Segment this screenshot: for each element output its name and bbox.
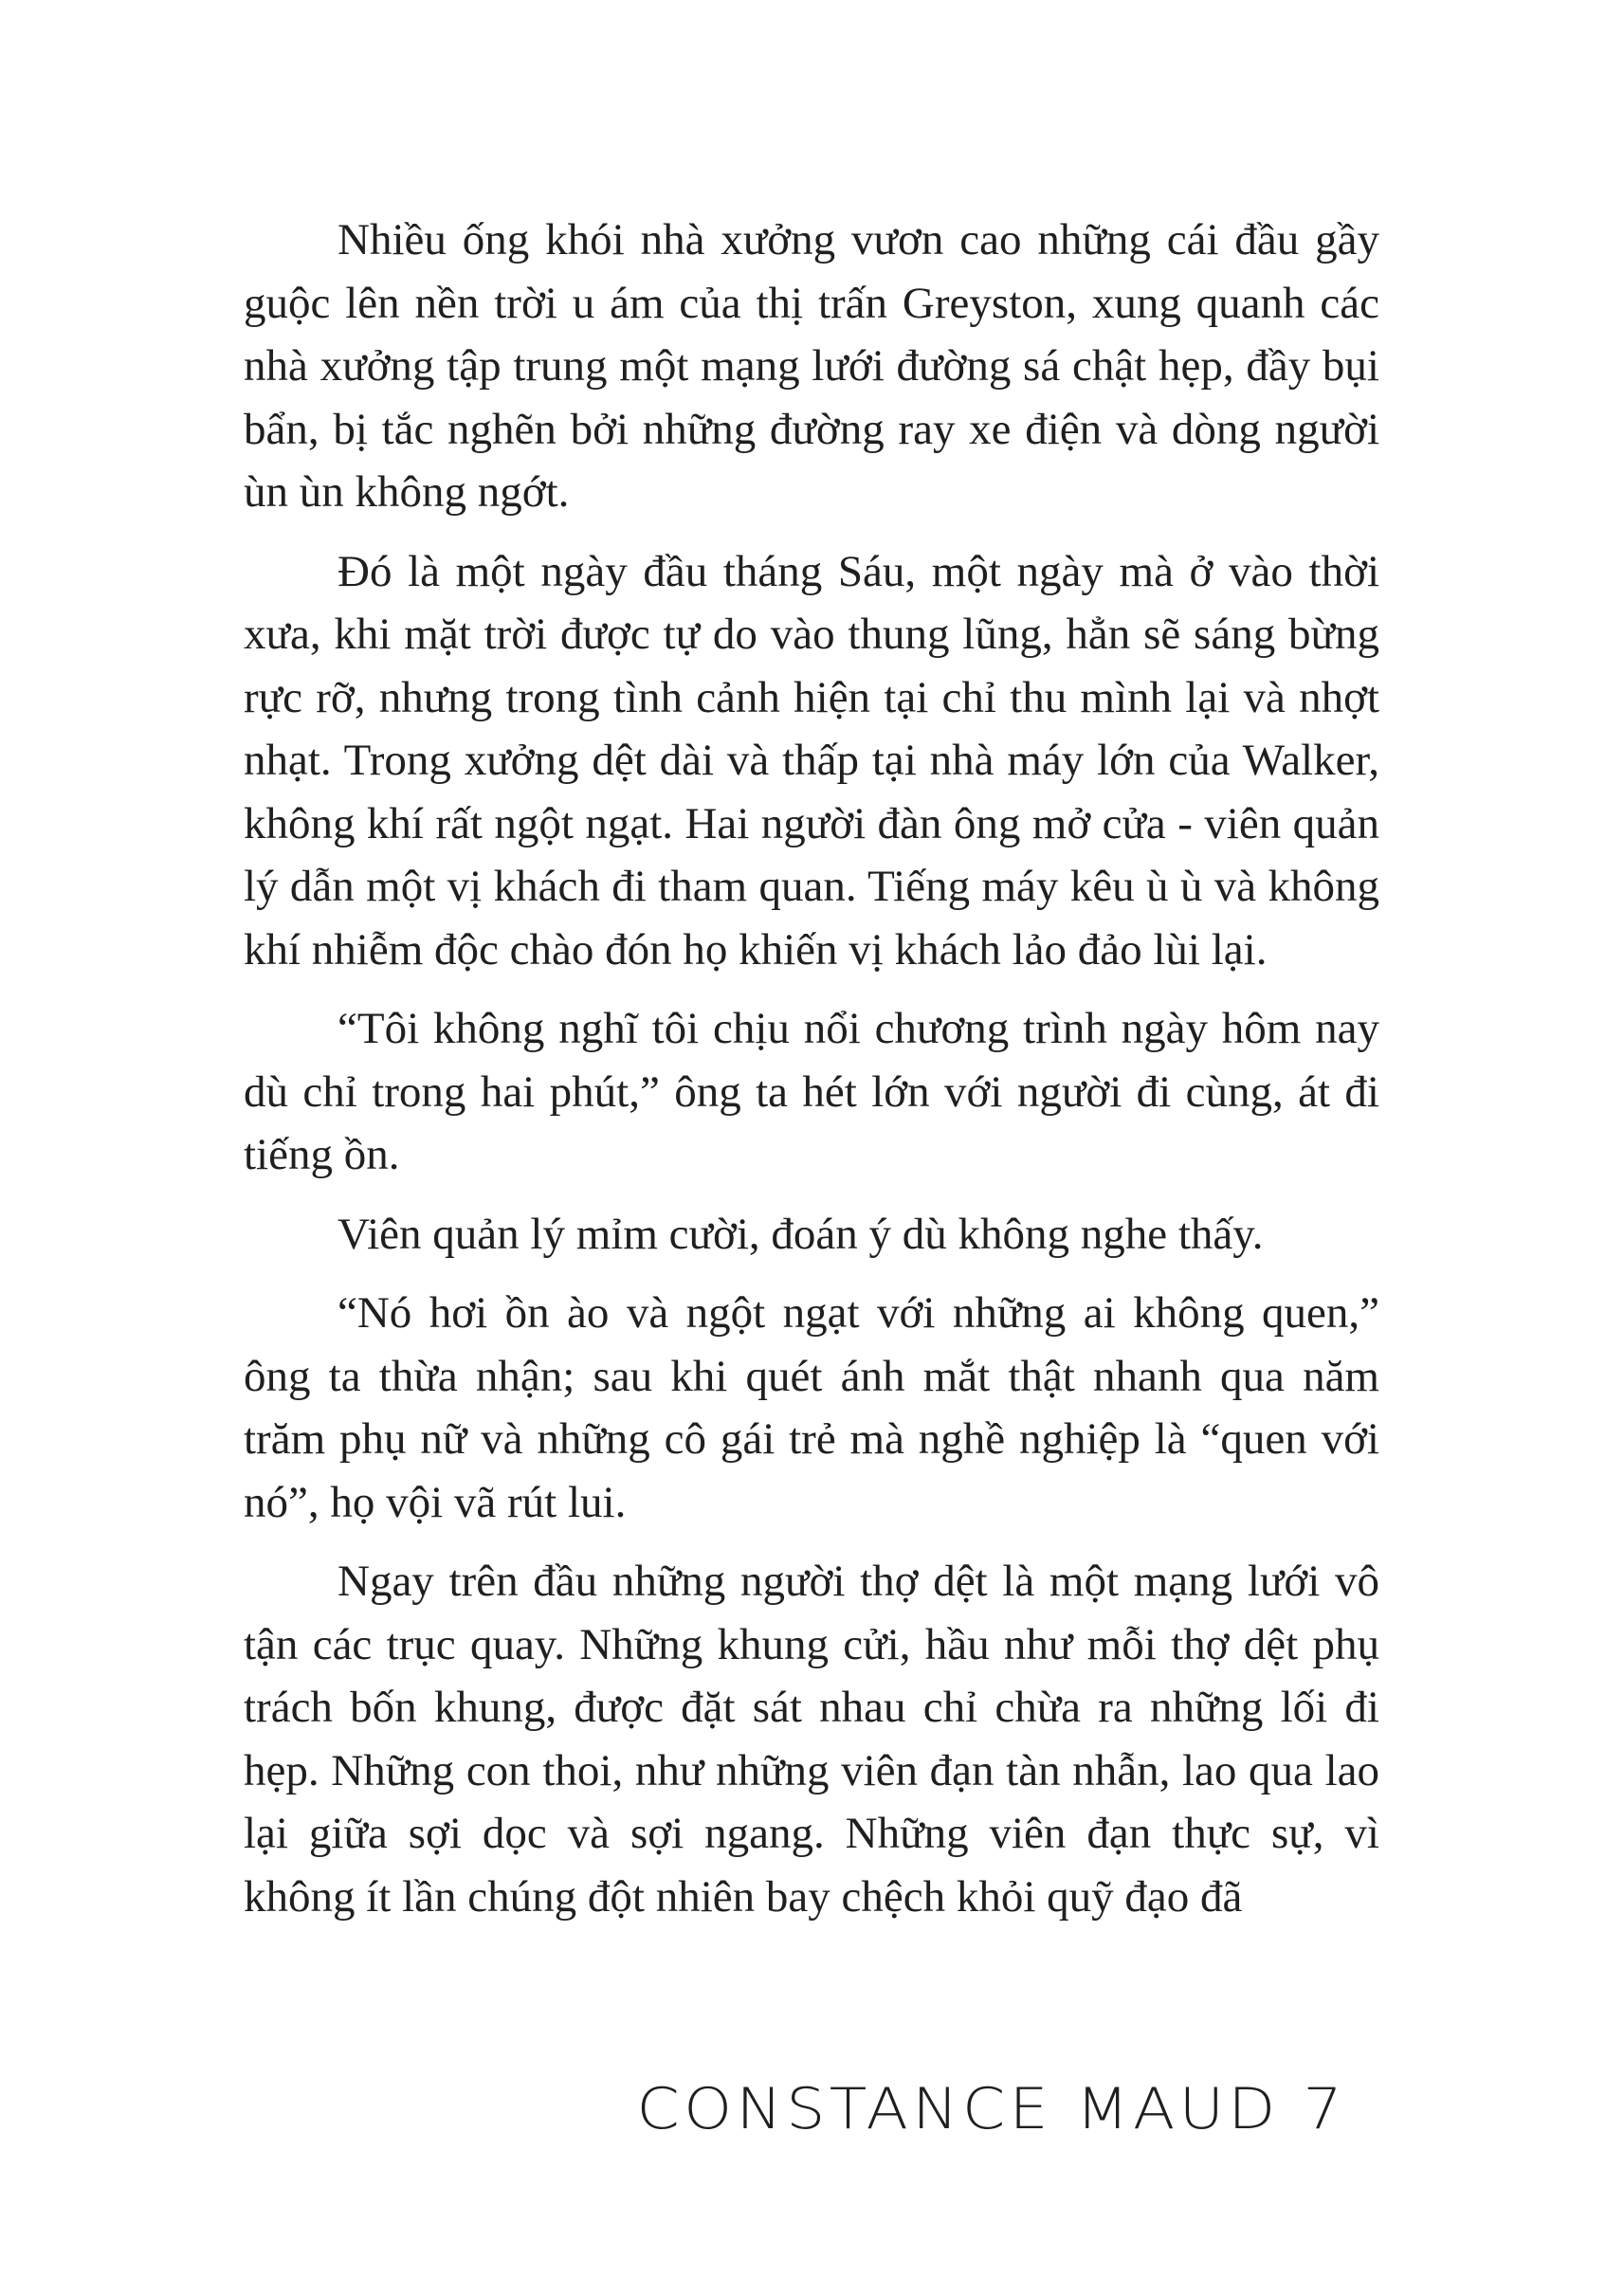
paragraph-1: Nhiều ống khói nhà xưởng vươn cao những cái đầu gầy guộc lên nền trời u ám của thị trấn Greyston, xung quanh các nhà xưởng tập trung một mạng lưới đường sá chật hẹp, đầy bụi bẩn, bị tắc nghẽn bởi những đường ray xe điện và dòng người ùn ùn không ngớt. [244,215,1379,517]
paragraph-5: “Nó hơi ồn ào và ngột ngạt với những ai không quen,” ông ta thừa nhận; sau khi quét ánh mắt thật nhanh qua năm trăm phụ nữ và những cô gái trẻ mà nghề nghiệp là “quen với nó”, họ vội vã rút lui. [244,1288,1379,1527]
paragraph-6: Ngay trên đầu những người thợ dệt là một mạng lưới vô tận các trục quay. Những khung cửi, hầu như mỗi thợ dệt phụ trách bốn khung, được đặt sát nhau chỉ chừa ra những lối đi hẹp. Những con thoi, như những viên đạn tàn nhẫn, lao qua lao lại giữa sợi dọc và sợi ngang. Những viên đạn thực sự, vì không ít lần chúng đột nhiên bay chệch khỏi quỹ đạo đã [244,1557,1379,1922]
paragraph-4: Viên quản lý mỉm cười, đoán ý dù không nghe thấy. [338,1209,1264,1259]
footer-page-number: 7 [1303,2076,1346,2142]
footer-author: CONSTANCE MAUD [636,2076,1280,2142]
body-text [244,209,1379,1944]
paragraph-3: “Tôi không nghĩ tôi chịu nổi chương trình ngày hôm nay dù chỉ trong hai phút,” ông ta hét lớn với người đi cùng, át đi tiếng ồn. [244,1004,1379,1179]
paragraph-2: Đó là một ngày đầu tháng Sáu, một ngày mà ở vào thời xưa, khi mặt trời được tự do vào thung lũng, hẳn sẽ sáng bừng rực rỡ, nhưng trong tình cảnh hiện tại chỉ thu mình lại và nhợt nhạt. Trong xưởng dệt dài và thấp tại nhà máy lớn của Walker, không khí rất ngột ngạt. Hai người đàn ông mở cửa - viên quản lý dẫn một vị khách đi tham quan. Tiếng máy kêu ù ù và không khí nhiễm độc chào đón họ khiến vị khách lảo đảo lùi lại. [244,546,1379,975]
page-footer [636,2076,1346,2142]
